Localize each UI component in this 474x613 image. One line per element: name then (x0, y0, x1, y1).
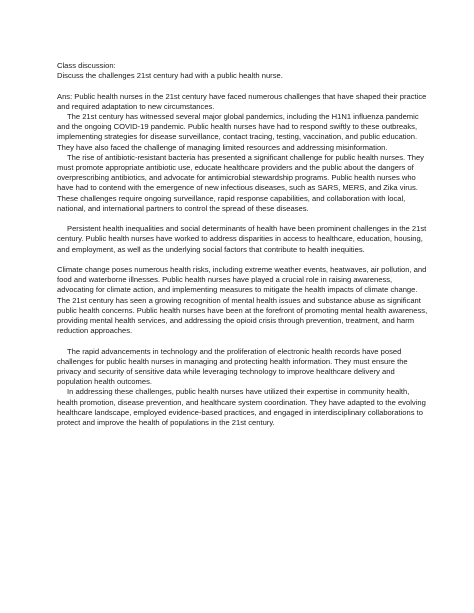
paragraph-pandemics: The 21st century has witnessed several major global pandemics, including the H1N1 influenza pandemic and the ongoing COVID-19 pandemic. Public health nurses have had to respond swiftly to these outbreaks, implementing strategies for disease surveillance, contact tracing, testing, vaccination, and public education. They have also faced the challenge of managing limited resources and addressing misinformation. (57, 112, 421, 152)
answer-intro: Ans: Public health nurses in the 21st century have faced numerous challenges that have shaped their practice and required adaptation to new circumstances. (57, 91, 429, 111)
spacer (57, 255, 429, 265)
paragraph-antibiotic-resistance: The rise of antibiotic-resistant bacteria has presented a significant challenge for public health nurses. They must promote appropriate antibiotic use, educate healthcare providers and the public about the dangers of overprescribing antibiotics, and advocate for antimicrobial stewardship programs. Public health nurses who have had to contend with the emergence of new infectious diseases, such as SARS, MERS, and Zika virus. These challenges require ongoing surveillance, rapid response capabilities, and collaboration with local, national, and international partners to control the spread of these diseases. (57, 152, 427, 213)
paragraph-health-inequities: Persistent health inequalities and social determinants of health have been prominent challenges in the 21st century. Public health nurses have worked to address disparities in access to healthcare, education, housing, and employment, as well as the underlying social factors that contribute to health inequities. (57, 224, 429, 254)
paragraph-conclusion: In addressing these challenges, public health nurses have utilized their expertise in community health, health promotion, disease prevention, and healthcare system coordination. They have adapted to the evolving healthcare landscape, employed evidence-based practices, and engaged in interdisciplinary collaborations to protect and improve the health of populations in the 21st century. (57, 387, 428, 428)
discussion-question: Discuss the challenges 21st century had with a public health nurse. (57, 71, 283, 81)
heading-class-discussion: Class discussion: (57, 61, 116, 70)
spacer (57, 336, 429, 346)
document-body (57, 61, 429, 428)
spacer (57, 214, 429, 224)
spacer (57, 81, 429, 91)
paragraph-climate-mental-health: Climate change poses numerous health risks, including extreme weather events, heatwaves, air pollution, and food and waterborne illnesses. Public health nurses have played a crucial role in raising awareness, advocating for climate action, and implementing measures to mitigate the health impacts of climate change. The 21st century has seen a growing recognition of mental health issues and substance abuse as significant public health concerns. Public health nurses have been at the forefront of promoting mental health awareness, providing mental health services, and addressing the opioid crisis through prevention, treatment, and harm reduction approaches. (57, 265, 430, 336)
paragraph-technology: The rapid advancements in technology and the proliferation of electronic health records have posed challenges for public health nurses in managing and protecting health information. They must ensure the privacy and security of sensitive data while leveraging technology to improve healthcare delivery and population health outcomes. (57, 346, 410, 387)
